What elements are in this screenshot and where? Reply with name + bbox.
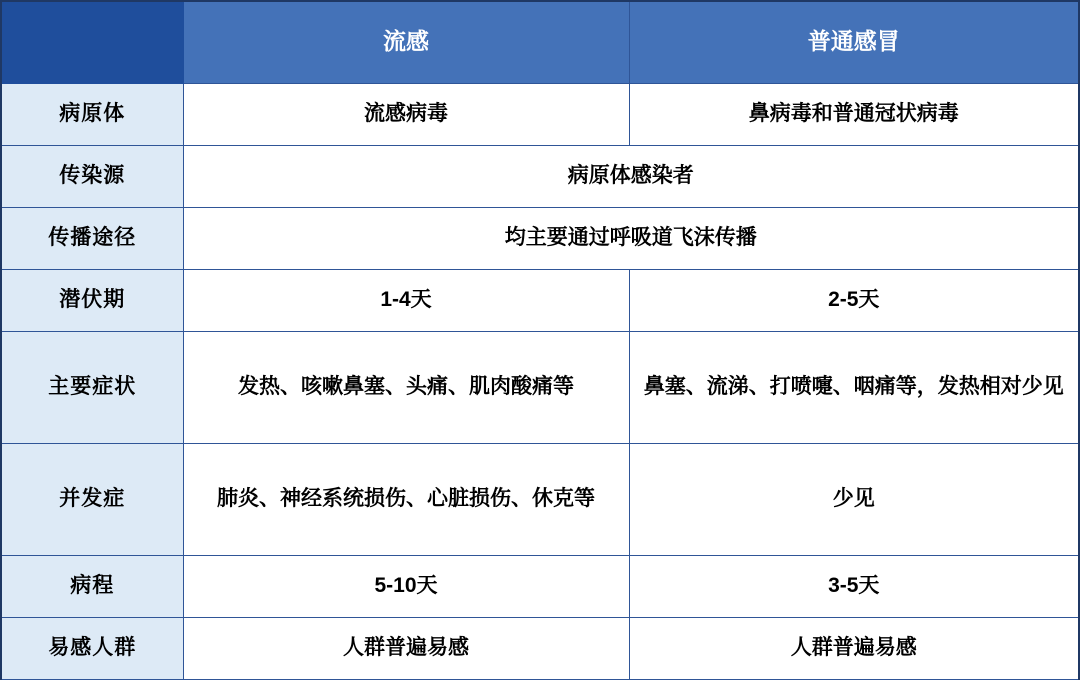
column-header-cold: 普通感冒 bbox=[629, 1, 1079, 83]
cell-source-merged: 病原体感染者 bbox=[183, 145, 1079, 207]
table-row bbox=[1, 269, 1079, 331]
table-row bbox=[1, 83, 1079, 145]
row-label-duration: 病程 bbox=[1, 555, 183, 617]
table-row bbox=[1, 443, 1079, 555]
table-header-row bbox=[1, 1, 1079, 83]
cell-susceptible-flu: 人群普遍易感 bbox=[183, 617, 629, 679]
table-row bbox=[1, 145, 1079, 207]
cell-pathogen-cold: 鼻病毒和普通冠状病毒 bbox=[629, 83, 1079, 145]
cell-symptoms-flu: 发热、咳嗽鼻塞、头痛、肌肉酸痛等 bbox=[183, 331, 629, 443]
cell-complications-flu: 肺炎、神经系统损伤、心脏损伤、休克等 bbox=[183, 443, 629, 555]
cell-incubation-flu: 1-4天 bbox=[183, 269, 629, 331]
cell-duration-flu: 5-10天 bbox=[183, 555, 629, 617]
row-label-complications: 并发症 bbox=[1, 443, 183, 555]
cell-incubation-cold: 2-5天 bbox=[629, 269, 1079, 331]
table-row bbox=[1, 617, 1079, 679]
cell-complications-cold: 少见 bbox=[629, 443, 1079, 555]
column-header-flu: 流感 bbox=[183, 1, 629, 83]
cell-duration-cold: 3-5天 bbox=[629, 555, 1079, 617]
table-row bbox=[1, 555, 1079, 617]
table-corner-cell bbox=[1, 1, 183, 83]
cell-susceptible-cold: 人群普遍易感 bbox=[629, 617, 1079, 679]
row-label-susceptible: 易感人群 bbox=[1, 617, 183, 679]
row-label-transmission: 传播途径 bbox=[1, 207, 183, 269]
row-label-source: 传染源 bbox=[1, 145, 183, 207]
row-label-symptoms: 主要症状 bbox=[1, 331, 183, 443]
table-row bbox=[1, 331, 1079, 443]
row-label-pathogen: 病原体 bbox=[1, 83, 183, 145]
cell-symptoms-cold: 鼻塞、流涕、打喷嚏、咽痛等，发热相对少见 bbox=[629, 331, 1079, 443]
row-label-incubation: 潜伏期 bbox=[1, 269, 183, 331]
cell-pathogen-flu: 流感病毒 bbox=[183, 83, 629, 145]
table-row bbox=[1, 207, 1079, 269]
cell-transmission-merged: 均主要通过呼吸道飞沫传播 bbox=[183, 207, 1079, 269]
